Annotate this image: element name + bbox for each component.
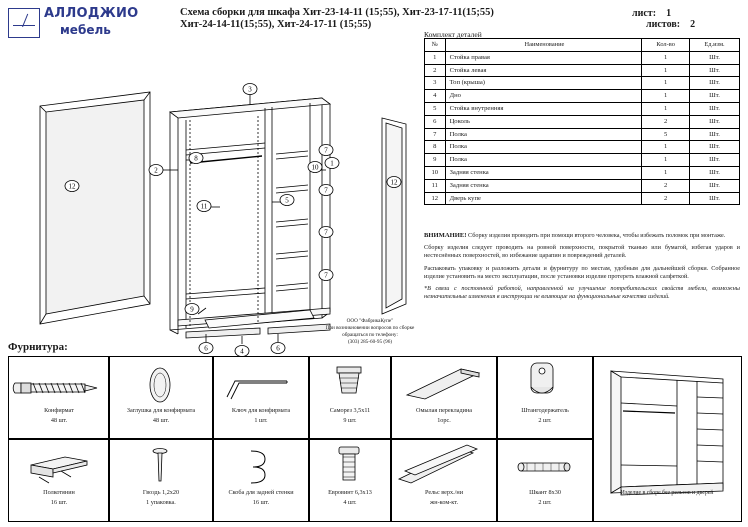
confirmat-screw-icon xyxy=(9,363,107,409)
col-unit: Ед.изм. xyxy=(690,39,740,52)
hardware-name: Штангодержатель xyxy=(521,407,569,414)
brand-name: АЛЛОДЖИО xyxy=(44,6,139,21)
hardware-name: Евровинт 6,3х13 xyxy=(328,489,372,496)
cell-number: 8 xyxy=(425,141,446,154)
hardware-cell xyxy=(390,356,498,440)
cell-qty: 1 xyxy=(642,51,690,64)
cell-qty: 1 xyxy=(642,102,690,115)
cell-qty: 1 xyxy=(642,166,690,179)
page-title xyxy=(180,7,625,31)
cell-name: Топ (крыша) xyxy=(445,77,642,90)
hardware-qty: 1 шт. xyxy=(254,417,268,424)
cell-unit: Шт. xyxy=(690,154,740,167)
cell-number: 12 xyxy=(425,192,446,205)
svg-text:4: 4 xyxy=(240,347,244,356)
hardware-cell xyxy=(212,356,310,440)
page-title-line2: Хит-24-14-11(15;55), Хит-24-17-11 (15;55) xyxy=(180,19,372,30)
cell-name: Стойка внутренняя xyxy=(445,102,642,115)
firm-line-1: ООО "ФабрикаКупе" xyxy=(346,318,394,324)
cell-name: Дверь купе xyxy=(445,192,642,205)
firm-line-2: При возникновении вопросов по сборке xyxy=(325,325,415,331)
svg-text:10: 10 xyxy=(311,163,319,172)
sheet-value: 1 xyxy=(666,8,672,19)
hardware-cell xyxy=(212,438,310,522)
hardware-cell xyxy=(8,356,110,440)
cell-unit: Шт. xyxy=(690,90,740,103)
hardware-name: Ключ для конфирмата xyxy=(231,407,291,414)
cell-qty: 1 xyxy=(642,64,690,77)
firm-line-3: обращаться по телефону: xyxy=(342,332,398,338)
svg-text:12: 12 xyxy=(68,182,76,191)
hardware-qty: 2 шт. xyxy=(538,499,552,506)
hardware-qty: 2 шт. xyxy=(538,417,552,424)
svg-text:2: 2 xyxy=(154,166,158,175)
dowel-icon xyxy=(497,445,591,491)
svg-text:6: 6 xyxy=(276,344,280,353)
cell-qty: 1 xyxy=(642,154,690,167)
table-row xyxy=(425,115,740,128)
cell-name: Полка xyxy=(445,141,642,154)
cell-unit: Шт. xyxy=(690,77,740,90)
page-title-line1: Схема сборки для шкафа Хит-23-14-11 (15;55), Хит-23-17-11(15;55) xyxy=(180,7,494,18)
hardware-cell xyxy=(496,438,594,522)
sheet-label: лист: xyxy=(632,8,657,19)
svg-text:11: 11 xyxy=(200,202,208,211)
cabinet-logo-icon xyxy=(8,8,40,38)
warning-p4: *В связи с постоянной работой, направленной на улучшение потребительских свойств мебели, возможны незначительные изменения в инструкции не влияющие на функциональные качества изделий. xyxy=(424,285,740,301)
hardware-cell xyxy=(308,438,392,522)
hardware-name: Изделие в сборе без рельсов и дверей xyxy=(620,490,714,496)
rail-set-icon xyxy=(391,443,495,489)
assembled-cabinet-icon xyxy=(593,361,739,501)
col-name: Наименование xyxy=(445,39,642,52)
cell-qty: 2 xyxy=(642,192,690,205)
cell-qty: 2 xyxy=(642,179,690,192)
cell-name: Задняя стенка xyxy=(445,179,642,192)
cell-number: 4 xyxy=(425,90,446,103)
sheet-info xyxy=(632,8,748,30)
table-row xyxy=(425,192,740,205)
rod-holder-icon xyxy=(497,359,591,405)
table-row xyxy=(425,102,740,115)
hardware-name: Саморез 3,5х11 xyxy=(329,407,371,414)
cell-name: Полка xyxy=(445,128,642,141)
cell-unit: Шт. xyxy=(690,141,740,154)
cell-number: 3 xyxy=(425,77,446,90)
warning-heading: ВНИМАНИЕ! xyxy=(424,232,467,239)
cell-name: Цоколь xyxy=(445,115,642,128)
svg-text:7: 7 xyxy=(324,271,328,280)
cell-unit: Шт. xyxy=(690,102,740,115)
cell-name: Полка xyxy=(445,154,642,167)
cell-number: 6 xyxy=(425,115,446,128)
svg-text:12: 12 xyxy=(390,178,398,187)
hardware-qty: 9 шт. xyxy=(343,417,357,424)
cell-name: Стойка левая xyxy=(445,64,642,77)
svg-text:1: 1 xyxy=(330,159,334,168)
hardware-cell xyxy=(496,356,594,440)
warning-p2: Сборку изделия следует проводить на ровной поверхности, покрытой тканью или бумагой, избегая ударов и нестеснённых поверхностей, во избежание царапин и повреждений деталей. xyxy=(424,244,740,260)
hardware-cell xyxy=(108,438,214,522)
cell-unit: Шт. xyxy=(690,166,740,179)
sheets-label: листов: xyxy=(646,19,681,30)
cell-number: 10 xyxy=(425,166,446,179)
cell-number: 5 xyxy=(425,102,446,115)
hardware-qty: 48 шт. xyxy=(50,417,68,424)
table-row xyxy=(425,154,740,167)
svg-text:9: 9 xyxy=(190,305,194,314)
cell-number: 9 xyxy=(425,154,446,167)
hardware-qty: 1орс. xyxy=(437,417,451,424)
svg-text:8: 8 xyxy=(194,154,198,163)
crossbar-icon xyxy=(391,361,495,407)
cell-number: 1 xyxy=(425,51,446,64)
nail-icon xyxy=(109,443,211,489)
hardware-grid xyxy=(8,356,740,520)
svg-text:3: 3 xyxy=(248,85,252,94)
back-wall-bracket-icon xyxy=(213,443,307,489)
hardware-cell xyxy=(108,356,214,440)
hardware-cell xyxy=(390,438,498,522)
hardware-name: Заглушка для конфирмата xyxy=(126,407,196,414)
cell-unit: Шт. xyxy=(690,179,740,192)
cell-qty: 1 xyxy=(642,77,690,90)
cell-unit: Шт. xyxy=(690,128,740,141)
table-row xyxy=(425,90,740,103)
svg-text:7: 7 xyxy=(324,146,328,155)
shelf-support-icon xyxy=(9,445,107,491)
cell-qty: 5 xyxy=(642,128,690,141)
cell-qty: 1 xyxy=(642,141,690,154)
cell-number: 11 xyxy=(425,179,446,192)
cell-unit: Шт. xyxy=(690,64,740,77)
warning-p3: Распаковать упаковку и разложить детали и фурнитуру по местам, удобным для дальнейшей сборки. Собранное изделие установить на место эксплуатации, после установки изделие протереть влажной салфеткой. xyxy=(424,264,740,280)
hardware-cell xyxy=(592,356,742,522)
hardware-name: Гвоздь 1,2х20 xyxy=(142,489,180,496)
cell-qty: 1 xyxy=(642,90,690,103)
table-row xyxy=(425,64,740,77)
cell-number: 7 xyxy=(425,128,446,141)
col-qty: Кол-во xyxy=(642,39,690,52)
brand-logo xyxy=(8,6,168,40)
svg-text:7: 7 xyxy=(324,186,328,195)
table-row xyxy=(425,77,740,90)
hardware-qty: жн-ком-кт. xyxy=(430,499,458,506)
cell-name: Дно xyxy=(445,90,642,103)
screw-icon xyxy=(309,361,389,407)
hardware-cell xyxy=(8,438,110,522)
table-row xyxy=(425,141,740,154)
cell-unit: Шт. xyxy=(690,115,740,128)
hardware-name: Омылая перекладина xyxy=(415,407,473,414)
hardware-qty: 4 шт. xyxy=(343,499,357,506)
hardware-qty: 16 шт. xyxy=(252,499,270,506)
cell-name: Задняя стенка xyxy=(445,166,642,179)
cap-plug-icon xyxy=(109,361,211,407)
firm-line-4: (303) 285-60-95 (96) xyxy=(347,339,393,345)
hardware-name: Рельс верх./ни xyxy=(424,489,464,496)
table-row xyxy=(425,51,740,64)
hardware-qty: 1 упаковка. xyxy=(146,499,176,506)
sheets-value: 2 xyxy=(690,19,696,30)
hardware-qty: 48 шт. xyxy=(152,417,170,424)
hex-key-icon xyxy=(213,363,307,409)
table-row xyxy=(425,166,740,179)
svg-text:5: 5 xyxy=(285,196,289,205)
cell-qty: 2 xyxy=(642,115,690,128)
table-row xyxy=(425,128,740,141)
warning-block xyxy=(424,232,740,305)
hardware-name: Полкотянин xyxy=(43,489,75,496)
cell-name: Стойка правая xyxy=(445,51,642,64)
cell-unit: Шт. xyxy=(690,51,740,64)
svg-text:6: 6 xyxy=(204,344,208,353)
hardware-section-title: Фурнитура: xyxy=(8,341,68,353)
svg-text:7: 7 xyxy=(324,228,328,237)
hardware-cell xyxy=(308,356,392,440)
table-row xyxy=(425,179,740,192)
cell-number: 2 xyxy=(425,64,446,77)
parts-table-caption: Комплект деталей xyxy=(424,30,482,39)
euro-screw-icon xyxy=(309,443,389,489)
table-header-row xyxy=(425,39,740,52)
brand-subtitle: мебель xyxy=(60,23,111,37)
hardware-qty: 16 шт. xyxy=(50,499,68,506)
col-number: № xyxy=(425,39,446,52)
hardware-name: Конфирмат xyxy=(44,407,74,414)
hardware-name: Шкант 8х30 xyxy=(529,489,561,496)
hardware-name: Скоба для задней стенки xyxy=(228,489,294,496)
parts-table xyxy=(424,38,740,205)
warning-p1: Сборку изделия проводить при помощи второго человека, чтобы избежать поломок при монтаже. xyxy=(468,232,726,239)
manufacturer-contact xyxy=(310,318,430,346)
cell-unit: Шт. xyxy=(690,192,740,205)
